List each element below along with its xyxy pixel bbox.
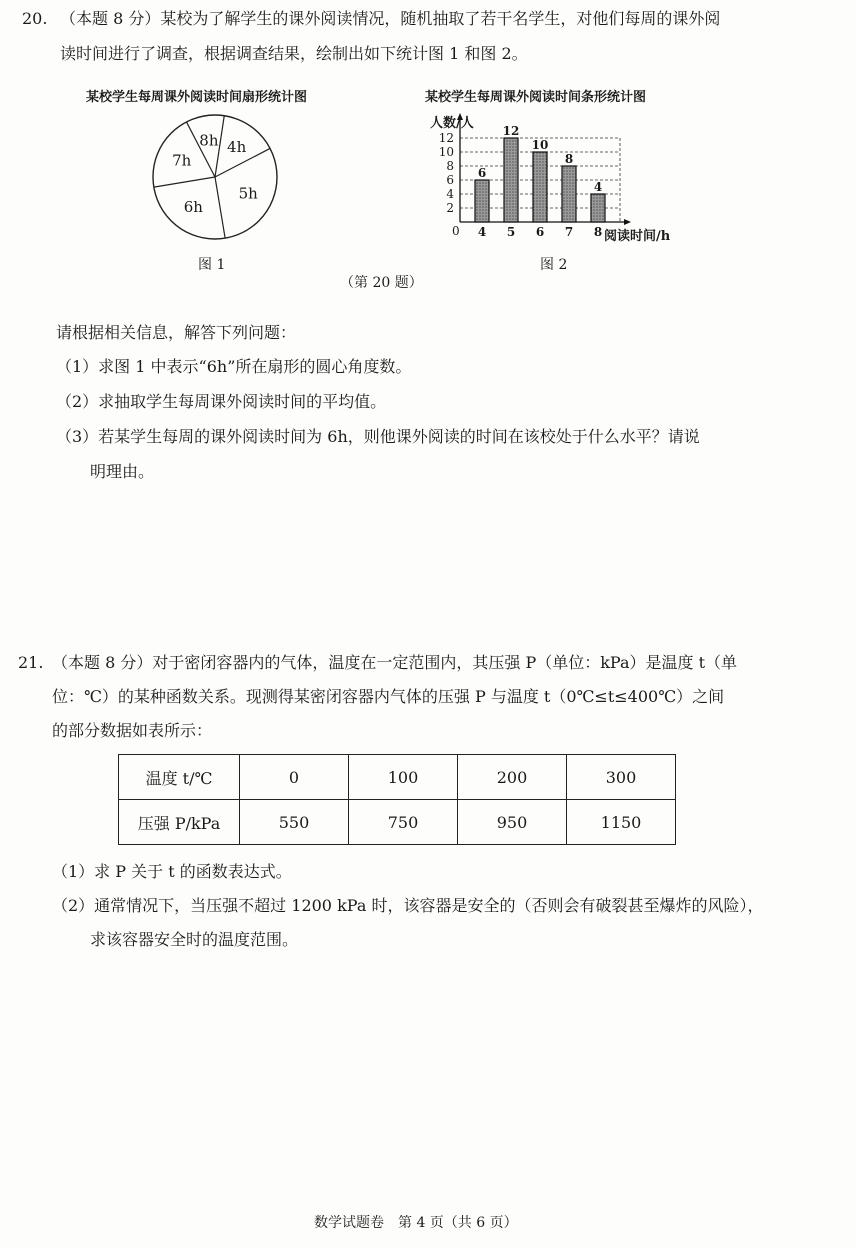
question-21-line3: 的部分数据如表所示：: [52, 721, 213, 740]
question-21-part-2: （2）通常情况下，当压强不超过 1200 kPa 时，该容器是安全的（否则会有破裂甚至爆炸的风险），: [52, 896, 764, 915]
bar-value-label: 8: [564, 152, 574, 166]
page-footer: 数学试题卷 第 4 页（共 6 页）: [314, 1215, 518, 1231]
y-tick-label: 2: [446, 201, 454, 215]
bar: [591, 194, 605, 222]
pie-slice-edge: [215, 177, 225, 238]
y-axis-title: 人数/人: [430, 116, 474, 131]
bar-value-label: 10: [531, 138, 549, 152]
table-cell: 压强 P/kPa: [119, 800, 240, 845]
y-tick-label: 4: [446, 187, 454, 201]
question-20-intro-line1: （本题 8 分）某校为了解学生的课外阅读情况，随机抽取了若干名学生，对他们每周的课外阅: [60, 9, 721, 28]
bar: [562, 166, 576, 222]
question-20-prompt: 请根据相关信息，解答下列问题：: [56, 323, 297, 342]
bar-chart-title: 某校学生每周课外阅读时间条形统计图: [425, 90, 647, 105]
bar-value-label: 4: [593, 180, 603, 194]
table-cell: 300: [567, 755, 676, 800]
bar: [504, 138, 518, 222]
table-cell: 950: [458, 800, 567, 845]
question-21-line2: 位：℃）的某种函数关系。现测得某密闭容器内气体的压强 P 与温度 t（0℃≤t≤400℃）之间: [52, 687, 725, 706]
question-21-line1: （本题 8 分）对于密闭容器内的气体，温度在一定范围内，其压强 P（单位：kPa）是温度 t（单: [52, 653, 738, 672]
pie-slice-label: 8h: [199, 131, 219, 150]
table-cell: 200: [458, 755, 567, 800]
bar-value-label: 12: [502, 124, 520, 138]
table-cell: 0: [240, 755, 349, 800]
x-tick-label: 7: [564, 225, 574, 239]
table-row: [119, 755, 676, 800]
bar: [475, 180, 489, 222]
pie-slice-label: 6h: [183, 198, 203, 217]
question-20-part-3: （3）若某学生每周的课外阅读时间为 6h，则他课外阅读的时间在该校处于什么水平？请说: [56, 427, 700, 446]
table-cell: 温度 t/℃: [119, 755, 240, 800]
pie-slice-label: 4h: [227, 137, 247, 156]
pie-chart-title: 某校学生每周课外阅读时间扇形统计图: [86, 90, 308, 105]
question-21-part-2-cont: 求该容器安全时的温度范围。: [90, 930, 299, 949]
figure-caption: （第 20 题）: [340, 275, 423, 291]
table-cell: 100: [349, 755, 458, 800]
x-tick-label: 6: [535, 225, 545, 239]
x-tick-label: 4: [477, 225, 487, 239]
pie-slice-edge: [154, 177, 215, 187]
question-20-intro-line2: 读时间进行了调查，根据调查结果，绘制出如下统计图 1 和图 2。: [60, 44, 528, 63]
question-20-part-3-cont: 明理由。: [90, 462, 155, 481]
question-20-part-2: （2）求抽取学生每周课外阅读时间的平均值。: [56, 392, 387, 411]
y-tick-label: 12: [438, 131, 454, 145]
data-table: [118, 754, 676, 845]
bar-chart: [410, 110, 700, 250]
figure-2-label: 图 2: [540, 257, 568, 273]
table-cell: 1150: [567, 800, 676, 845]
question-21-number: 21.: [18, 653, 44, 672]
pie-chart: [140, 102, 290, 252]
question-21-part-1: （1）求 P 关于 t 的函数表达式。: [52, 862, 292, 881]
y-tick-label: 8: [446, 159, 454, 173]
y-tick-label: 6: [446, 173, 454, 187]
bar: [533, 152, 547, 222]
x-tick-label: 8: [593, 225, 603, 239]
x-axis-arrow: [624, 219, 631, 225]
origin-label: 0: [452, 224, 460, 238]
figure-1-label: 图 1: [198, 257, 226, 273]
y-tick-label: 10: [438, 145, 454, 159]
question-20-number: 20.: [22, 9, 48, 28]
question-20-part-1: （1）求图 1 中表示“6h”所在扇形的圆心角度数。: [56, 357, 412, 376]
table-cell: 550: [240, 800, 349, 845]
bar-value-label: 6: [477, 166, 487, 180]
table-row: [119, 800, 676, 845]
pie-slice-label: 5h: [238, 184, 258, 203]
x-axis-title: 阅读时间/h: [604, 229, 671, 244]
table-cell: 750: [349, 800, 458, 845]
x-tick-label: 5: [506, 225, 516, 239]
pie-slice-label: 7h: [172, 151, 192, 170]
